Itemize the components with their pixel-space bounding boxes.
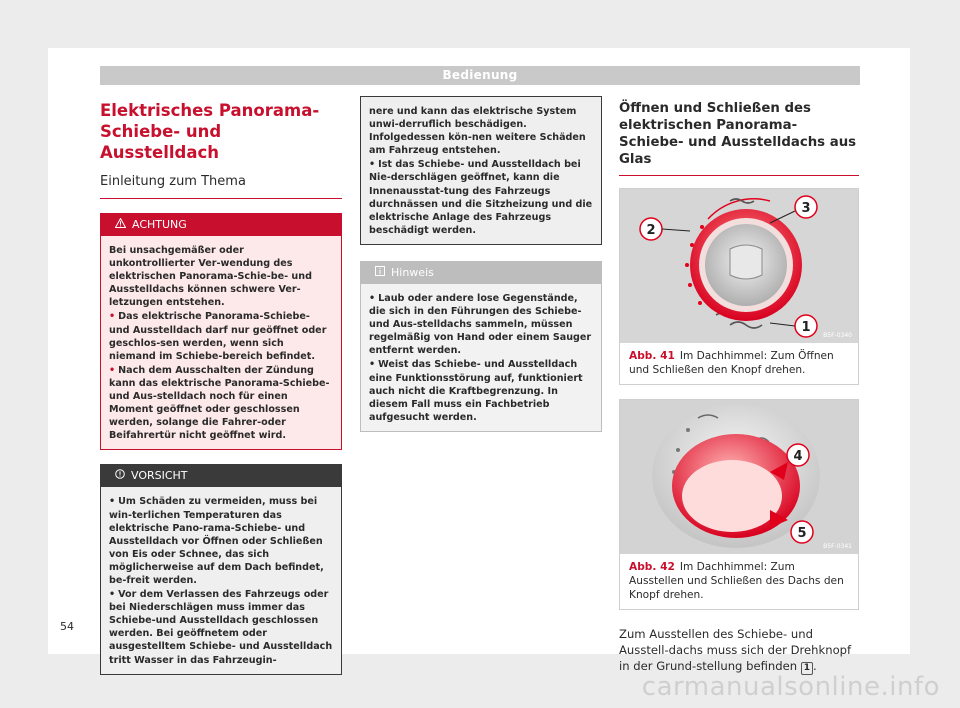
list-item: • Laub oder andere lose Gegenstände, die sich in den Führungen des Schiebe- und Aus-stelldachs sammeln, müssen regelmäßig von Hand oder einem Sauger entfernt werden. [369, 292, 592, 357]
vorsicht-continued-body [361, 97, 601, 244]
rotary-knob-illustration [620, 189, 858, 343]
watermark[interactable]: carmanualsonline.info [641, 672, 940, 702]
callout-1: 1 [801, 320, 811, 335]
column-2 [360, 96, 602, 432]
figure-41-caption-text: Im Dachhimmel: Zum Öffnen und Schließen den Knopf drehen. [629, 350, 834, 376]
hinweis-label: Hinweis [391, 265, 434, 279]
vorsicht-box [100, 464, 342, 674]
figure-42 [619, 399, 859, 610]
figure-41-caption [620, 343, 858, 384]
figure-41 [619, 188, 859, 385]
hinweis-bullet-2: Weist das Schiebe- und Ausstelldach eine Funktionsstörung auf, funktioniert auch nicht die Kraftbegrenzung. In diesem Fall muss ein Fachbetrieb aufgesucht werden. [369, 359, 583, 423]
vorsicht-label: VORSICHT [131, 469, 188, 483]
hinweis-header [361, 262, 601, 284]
achtung-bullet-2: Nach dem Ausschalten der Zündung kann das elektrische Panorama-Schiebe- und Aus-stelldach noch für einen Moment geöffnet oder geschlossen werden, solange die Fahrer-oder Beifahrertür nicht geöffnet wird. [109, 364, 330, 442]
hinweis-box [360, 261, 602, 432]
list-item: • Nach dem Ausschalten der Zündung kann das elektrische Panorama-Schiebe- und Aus-stelldach noch für einen Moment geöffnet oder geschlossen werden, solange die Fahrer-oder Beifahrertür nicht geöffnet wird. [109, 364, 330, 442]
tilt-knob-illustration [620, 400, 858, 554]
achtung-header [101, 214, 341, 236]
column-1 [100, 96, 342, 675]
reference-badge-1: 1 [801, 662, 813, 675]
list-item: • Ist das Schiebe- und Ausstelldach bei Nie-derschlägen geöffnet, kann die Innenausstat-tung des Fahrzeugs durchnässen und die Sitzheizung und die elektrische Anlage des Fahrzeugs beschädigt werden. [369, 159, 593, 236]
figure-41-code: B5F-0340 [823, 332, 852, 339]
figure-42-number: Abb. 42 [629, 561, 675, 573]
hinweis-bullet-1: Laub oder andere lose Gegenstände, die sich in den Führungen des Schiebe- und Aus-stelldachs sammeln, müssen regelmäßig von Hand oder einem Sauger entfernt werden. [369, 292, 592, 357]
achtung-bullet-1: Das elektrische Panorama-Schiebe- und Ausstelldach darf nur geöffnet oder geschlos-sen werden, wenn sich niemand im Schiebe-bereich befindet. [109, 311, 327, 362]
vorsicht-body [101, 487, 341, 673]
achtung-intro: Bei unsachgemäßer oder unkontrollierter Ver-wendung des elektrischen Panorama-Schie-be- und Ausstelldachs können schwere Ver-letzungen entstehen. [109, 245, 312, 309]
figure-41-image [620, 189, 858, 343]
callout-2: 2 [646, 223, 656, 238]
section-header: Bedienung [100, 66, 860, 85]
hinweis-body [361, 284, 601, 431]
vorsicht-bullet-2: Vor dem Verlassen des Fahrzeugs oder bei Niederschlägen muss immer das Schiebe-und Ausstelldach geschlossen werden. Bei geöffnetem oder ausgestelltem Schiebe- und Ausstelldach tritt Wasser in das Fahrzeugin- [109, 589, 333, 666]
vorsicht-continued-box [360, 96, 602, 245]
section-title: Öffnen und Schließen des elektrischen Panorama-Schiebe- und Ausstelldachs aus Glas [619, 100, 859, 176]
column-3 [619, 96, 859, 675]
vorsicht-continued-text: nere und kann das elektrische System unwi-derruflich beschädigen. Infolgedessen kön-nen weitere Schäden am Fahrzeug entstehen. [369, 106, 586, 157]
callout-5: 5 [797, 526, 807, 541]
page-number: 54 [60, 620, 74, 633]
vorsicht-header [101, 465, 341, 487]
title-line-1: Elektrisches Panorama- [100, 101, 320, 120]
achtung-box [100, 213, 342, 450]
figure-42-caption-text: Im Dachhimmel: Zum Ausstellen und Schließen des Dachs den Knopf drehen. [629, 561, 844, 601]
callout-4: 4 [793, 449, 803, 464]
subtitle: Einleitung zum Thema [100, 174, 342, 199]
list-item: • Das elektrische Panorama-Schiebe- und Ausstelldach darf nur geöffnet oder geschlos-sen werden, wenn sich niemand im Schiebe-bereich befindet. [109, 311, 327, 362]
body-end: . [813, 659, 817, 673]
figure-42-caption [620, 554, 858, 609]
achtung-body [101, 236, 341, 449]
body-paragraph [619, 626, 859, 675]
achtung-label: ACHTUNG [132, 218, 187, 231]
list-item: • Weist das Schiebe- und Ausstelldach eine Funktionsstörung auf, funktioniert auch nicht die Kraftbegrenzung. In diesem Fall muss ein Fachbetrieb aufgesucht werden. [369, 359, 583, 423]
exclamation-circle-icon [115, 465, 125, 487]
figure-41-number: Abb. 41 [629, 350, 675, 362]
callout-3: 3 [801, 201, 811, 216]
list-item: • Um Schäden zu vermeiden, muss bei win-terlichen Temperaturen das elektrische Pano-rama-Schiebe- und Ausstelldach vor Öffnen oder Schließen von Eis oder Schnee, das sich möglicherweise auf dem Dach befindet, be-freit werden. [109, 496, 324, 586]
vorsicht-bullet-1: Um Schäden zu vermeiden, muss bei win-terlichen Temperaturen das elektrische Pano-rama-Schiebe- und Ausstelldach vor Öffnen oder Schließen von Eis oder Schnee, das sich möglicherweise auf dem Dach befindet, be-freit werden. [109, 496, 324, 586]
info-icon [375, 262, 385, 284]
page-title [100, 100, 342, 163]
body-text: Zum Ausstellen des Schiebe- und Ausstell-dachs muss sich der Drehknopf in der Grund-stellung befinden [619, 627, 852, 673]
warning-triangle-icon [115, 214, 126, 236]
title-line-2: Schiebe- und Ausstelldach [100, 122, 222, 162]
list-item: • Vor dem Verlassen des Fahrzeugs oder bei Niederschlägen muss immer das Schiebe-und Ausstelldach geschlossen werden. Bei geöffnetem oder ausgestelltem Schiebe- und Ausstelldach tritt Wasser in das Fahrzeugin- [109, 589, 333, 666]
vorsicht-bullet-3: Ist das Schiebe- und Ausstelldach bei Nie-derschlägen geöffnet, kann die Innenausstat-tung des Fahrzeugs durchnässen und die Sitzheizung und die elektrische Anlage des Fahrzeugs beschädigt werden. [369, 159, 593, 236]
figure-42-image [620, 400, 858, 554]
figure-42-code: B5F-0341 [823, 543, 852, 550]
